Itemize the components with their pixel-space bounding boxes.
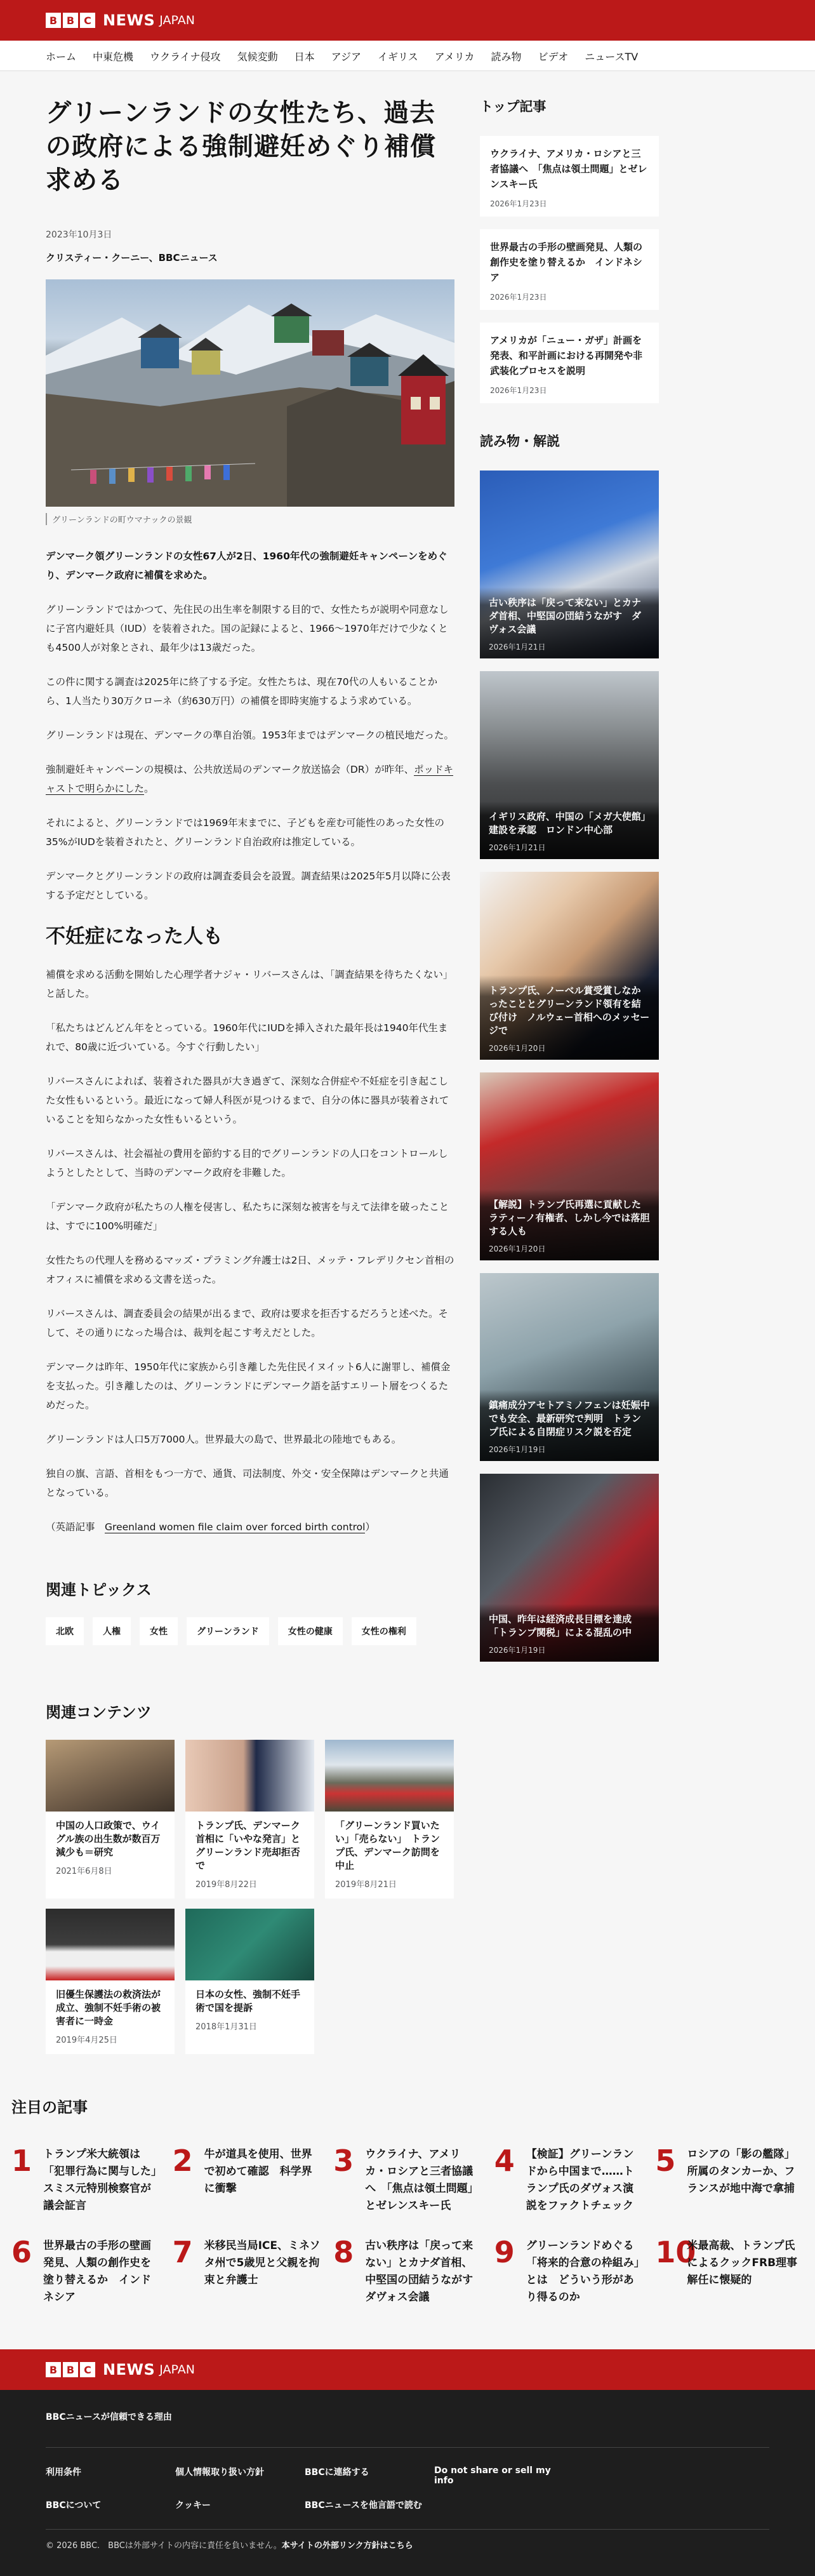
logo-block: B <box>63 2362 78 2377</box>
article-paragraph: デンマークは昨年、1950年代に家族から引き離した先住民イヌイット6人に謝罪し、補償金を支払った。引き離したのは、グリーンランドにデンマーク語を話すエリート層をつくるためだった。 <box>46 1361 451 1411</box>
most-read-item[interactable] <box>333 2235 484 2306</box>
feature-date: 2026年1月21日 <box>489 843 546 852</box>
related-content <box>46 1700 454 2054</box>
feature-title: トランプ氏、ノーベル賞受賞しなかったこととグリーンランド領有を結び付け ノルウェー首相へのメッセージで <box>489 985 650 1036</box>
feature-date: 2026年1月20日 <box>489 1044 546 1053</box>
feature-date: 2026年1月19日 <box>489 1445 546 1454</box>
article-paragraph <box>46 760 454 798</box>
most-read-heading: 注目の記事 <box>11 2099 88 2116</box>
logo-block: C <box>80 2362 95 2377</box>
english-article-link[interactable]: Greenland women file claim over forced birth control <box>105 1521 366 1533</box>
article-paragraph: 独自の旗、言語、首相をもつ一方で、通貨、司法制度、外交・安全保障はデンマークと共通となっている。 <box>46 1468 449 1498</box>
logo-block: B <box>46 13 61 28</box>
rank-number: 9 <box>494 2235 515 2269</box>
related-date: 2019年8月22日 <box>195 1880 257 1890</box>
footer-links-area <box>0 2390 815 2576</box>
topics-heading: 関連トピックス <box>46 1581 152 1599</box>
feature-title: 中国、昨年は経済成長目標を達成 「トランプ関税」による混乱の中 <box>489 1613 642 1638</box>
feature-title: 【解説】トランプ氏再選に貢献したラティーノ有権者、しかし今では落胆する人も <box>489 1199 650 1237</box>
related-title: 中国の人口政策で、ウイグル族の出生数が数百万減少も＝研究 <box>56 1820 161 1858</box>
related-image <box>185 1909 314 1980</box>
topic-tag[interactable]: グリーンランド <box>187 1617 269 1645</box>
logo-block: B <box>63 13 78 28</box>
related-title: 旧優生保護法の救済法が成立、強制不妊手術の被害者に一時金 <box>56 1989 161 2027</box>
footer-link[interactable]: 利用条件 <box>46 2467 81 2478</box>
rank-number: 5 <box>655 2144 676 2178</box>
footer-link[interactable]: 個人情報取り扱い方針 <box>175 2467 264 2478</box>
english-source <box>46 1518 454 1537</box>
nav-item[interactable]: アメリカ <box>434 50 475 63</box>
brand-sub[interactable]: JAPAN <box>159 13 195 27</box>
podcast-link[interactable]: ポッドキャストで明らかにした <box>46 764 454 794</box>
most-read-title: ロシアの「影の艦隊」所属のタンカーか、フランスが地中海で拿捕 <box>687 2148 795 2195</box>
most-read-title: 古い秩序は「戻って来ない」とカナダ首相、中堅国の団結うながす ダヴォス会議 <box>365 2239 484 2304</box>
most-read-item[interactable] <box>333 2146 482 2215</box>
related-card[interactable] <box>325 1740 454 1899</box>
image-caption: グリーンランドの町ウマナックの景観 <box>46 513 454 525</box>
most-read-item[interactable] <box>655 2146 804 2215</box>
related-title: 「グリーンランド買いたい」「売らない」 トランプ氏、デンマーク訪問を中止 <box>335 1820 441 1871</box>
footer-brand-bar <box>0 2349 815 2390</box>
article-paragraph: 「デンマーク政府が私たちの人権を侵害し、私たちに深刻な被害を与えて法律を破ったことは、すでに100%明確だ」 <box>46 1201 449 1232</box>
related-date: 2018年1月31日 <box>195 2022 257 2032</box>
related-image <box>46 1909 175 1980</box>
top-story-card[interactable] <box>480 229 659 310</box>
article-paragraph: グリーンランドは人口5万7000人。世界最大の島で、世界最北の陸地でもある。 <box>46 1434 402 1445</box>
logo-block: C <box>80 13 95 28</box>
brand-bar <box>0 0 815 41</box>
nav-item[interactable]: ホーム <box>46 50 77 63</box>
feature-card[interactable] <box>480 470 659 658</box>
feature-title: 鎮痛成分アセトアミノフェンは妊娠中でも安全、最新研究で判明 トランプ氏による自閉症リスク説を否定 <box>489 1399 650 1438</box>
nav-item[interactable]: 日本 <box>294 50 315 63</box>
article-paragraph: リバースさんは、調査委員会の結果が出るまで、政府は要求を拒否するだろうと述べた。そして、その通りになった場合は、裁判を起こす考えだとした。 <box>46 1308 448 1338</box>
source-suffix: ） <box>365 1521 375 1533</box>
footer-link[interactable]: Do not share or sell my info <box>434 2466 551 2486</box>
feature-card[interactable] <box>480 1474 659 1662</box>
most-read-item[interactable] <box>172 2235 321 2306</box>
article-title: グリーンランドの女性たち、過去の政府による強制避妊めぐり補償求める <box>46 98 436 195</box>
top-story-date: 2026年1月23日 <box>490 293 547 302</box>
top-story-card[interactable] <box>480 323 659 403</box>
topic-tag[interactable]: 女性の権利 <box>352 1617 416 1645</box>
most-read-title: トランプ米大統領は「犯罪行為に関与した」 スミス元特別検察官が議会証言 <box>43 2148 168 2212</box>
rank-number: 6 <box>11 2235 32 2269</box>
feature-overlay <box>480 801 659 859</box>
article-subheading: 不妊症になった人も <box>46 925 223 948</box>
related-image <box>185 1740 314 1812</box>
rank-number: 4 <box>494 2144 515 2178</box>
top-story-title: ウクライナ、アメリカ・ロシアと三者協議へ 「焦点は領土問題」とゼレンスキー氏 <box>490 148 647 190</box>
rank-number: 8 <box>333 2235 354 2269</box>
most-read-item[interactable] <box>494 2235 643 2306</box>
article-paragraph: グリーンランドは現在、デンマークの準自治領。1953年まではデンマークの植民地だった。 <box>46 730 454 741</box>
copyright-text: © 2026 BBC. BBCは外部サイトの内容に責任を負いません。 <box>46 2541 282 2551</box>
most-read-title: 米最高裁、トランプ氏によるクックFRB理事解任に懐疑的 <box>687 2239 798 2286</box>
brand-sub[interactable]: JAPAN <box>159 2363 195 2377</box>
topic-tag[interactable]: 女性の健康 <box>278 1617 343 1645</box>
source-prefix: （英語記事 <box>46 1521 95 1533</box>
article-byline: クリスティー・クーニー、BBCニュース <box>46 252 218 264</box>
most-read-item[interactable] <box>494 2146 643 2215</box>
most-read-title: 牛が道具を使用、世界で初めて確認 科学界に衝撃 <box>204 2148 312 2195</box>
footer-link[interactable]: BBCに連絡する <box>305 2467 369 2478</box>
rank-number: 1 <box>11 2144 32 2178</box>
nav-item[interactable]: ニュースTV <box>585 50 639 63</box>
most-read-title: 米移民当局ICE、ミネソタ州で5歳児と父親を拘束と弁護士 <box>204 2239 321 2286</box>
article-paragraph: この件に関する調査は2025年に終了する予定。女性たちは、現在70代の人もいることから、1人当たり30万クローネ（約630万円）の補償を即時実施するよう求めている。 <box>46 676 438 707</box>
hero-image <box>46 279 454 507</box>
most-read-title: 世界最古の手形の壁画発見、人類の創作史を塗り替えるか インドネシア <box>43 2239 151 2304</box>
feature-title: 古い秩序は「戻って来ない」とカナダ首相、中堅国の団結うながす ダヴォス会議 <box>489 597 642 635</box>
site-header <box>0 0 815 71</box>
topic-tag[interactable]: 人権 <box>93 1617 131 1645</box>
feature-overlay <box>480 587 659 658</box>
related-topics <box>46 1577 454 1645</box>
rank-number: 10 <box>655 2235 696 2269</box>
nav-item[interactable]: 気候変動 <box>237 50 278 63</box>
top-story-card[interactable] <box>480 136 659 217</box>
brand-name[interactable]: NEWS <box>103 11 156 29</box>
footer-link[interactable]: クッキー <box>175 2500 211 2511</box>
related-date: 2019年8月21日 <box>335 1880 397 1890</box>
article <box>46 97 454 2054</box>
feature-overlay <box>480 1189 659 1260</box>
trust-link[interactable]: BBCニュースが信頼できる理由 <box>46 2401 769 2448</box>
feature-card[interactable] <box>480 872 659 1060</box>
page-body <box>46 71 769 2054</box>
related-card[interactable] <box>46 1909 175 2054</box>
article-paragraph: 補償を求める活動を開始した心理学者ナジャ・リバースさんは、「調査結果を待ちたくない」と話した。 <box>46 969 453 999</box>
related-image <box>325 1740 454 1812</box>
article-paragraph: それによると、グリーンランドでは1969年末までに、子どもを産む可能性のあった女性の35%がIUDを装着されたと、グリーンランド自治政府は推定している。 <box>46 817 444 848</box>
nav-item[interactable]: 中東危機 <box>93 50 134 63</box>
external-link-policy[interactable]: 本サイトの外部リンク方針はこちら <box>281 2541 413 2551</box>
article-paragraph: リバースさんによれば、装着された器具が大き過ぎて、深刻な合併症や不妊症を引き起こした女性もいるという。最近になって婦人科医が見つけるまで、自分の体に器具が装着されていることを知らなかった女性もいるという。 <box>46 1076 449 1125</box>
site-footer <box>0 2349 815 2576</box>
related-title: トランプ氏、デンマーク首相に「いやな発言」と グリーンランド売却拒否で <box>195 1820 310 1871</box>
nav-item[interactable]: アジア <box>331 50 361 63</box>
sidebar <box>480 97 659 2054</box>
features-heading: 読み物・解説 <box>480 434 560 449</box>
related-card[interactable] <box>185 1740 314 1899</box>
rank-number: 7 <box>172 2235 193 2269</box>
paragraph-text: 強制避妊キャンペーンの規模は、公共放送局のデンマーク放送協会（DR）が昨年、 <box>46 764 414 775</box>
feature-date: 2026年1月20日 <box>489 1245 546 1253</box>
copyright <box>46 2529 769 2565</box>
article-lead: デンマーク領グリーンランドの女性67人が2日、1960年代の強制避妊キャンペーンをめぐり、デンマーク政府に補償を求めた。 <box>46 551 447 581</box>
most-read <box>0 2054 815 2326</box>
bbc-logo[interactable] <box>46 2362 95 2377</box>
article-paragraph: デンマークとグリーンランドの政府は調査委員会を設置。調査結果は2025年5月以降に公表する予定だとしている。 <box>46 871 451 901</box>
related-card[interactable] <box>46 1740 175 1899</box>
feature-title: イギリス政府、中国の「メガ大使館」建設を承認 ロンドン中心部 <box>489 811 646 836</box>
paragraph-text: 。 <box>144 783 154 794</box>
article-paragraph: リバースさんは、社会福祉の費用を節約する目的でグリーンランドの人口をコントロールしようとしたとして、当時のデンマーク政府を非難した。 <box>46 1148 448 1178</box>
brand-name[interactable]: NEWS <box>103 2361 156 2379</box>
most-read-title: グリーンランドめぐる「将来的合意の枠組み」とは どういう形があり得るのか <box>526 2239 640 2304</box>
article-paragraph: 「私たちはどんどん年をとっている。1960年代にIUDを挿入された最年長は1940年代生まれで、80歳に近づいている。今すぐ行動したい」 <box>46 1022 448 1053</box>
related-heading: 関連コンテンツ <box>46 1704 152 1721</box>
feature-date: 2026年1月19日 <box>489 1646 546 1655</box>
nav-item[interactable]: イギリス <box>377 50 418 63</box>
logo-block: B <box>46 2362 61 2377</box>
most-read-item[interactable] <box>11 2235 160 2306</box>
most-read-item[interactable] <box>655 2235 804 2306</box>
most-read-title: ウクライナ、アメリカ・ロシアと三者協議へ 「焦点は領土問題」とゼレンスキー氏 <box>365 2148 479 2212</box>
top-stories-heading: トップ記事 <box>480 99 547 114</box>
most-read-item[interactable] <box>173 2146 321 2215</box>
feature-overlay <box>480 975 659 1060</box>
feature-overlay <box>480 1390 659 1461</box>
feature-card[interactable] <box>480 1273 659 1461</box>
nav-item[interactable]: 読み物 <box>491 50 522 63</box>
article-paragraph: グリーンランドではかつて、先住民の出生率を制限する目的で、女性たちが説明や同意なしに子宮内避妊具（IUD）を装着された。国の記録によると、1966～1970年だけで少なくとも4500人が対象とされ、最年少は13歳だった。 <box>46 604 449 653</box>
article-date: 2023年10月3日 <box>46 230 112 240</box>
related-title: 日本の女性、強制不妊手術で国を提訴 <box>195 1989 301 2013</box>
feature-card[interactable] <box>480 671 659 859</box>
bbc-logo[interactable] <box>46 13 95 28</box>
rank-number: 2 <box>172 2144 193 2178</box>
article-paragraph: 女性たちの代理人を務めるマッズ・プラミング弁護士は2日、メッテ・フレデリクセン首相のオフィスに補償を求める文書を送った。 <box>46 1255 454 1285</box>
most-read-item[interactable] <box>11 2144 168 2215</box>
rank-number: 3 <box>333 2144 354 2178</box>
top-story-title: アメリカが「ニュー・ガザ」計画を発表、和平計画における再開発や非武装化プロセスを説明 <box>490 335 643 377</box>
feature-date: 2026年1月21日 <box>489 643 546 651</box>
related-date: 2019年4月25日 <box>56 2036 117 2045</box>
most-read-title: 【検証】グリーンランドから中国まで……トランプ氏のダヴォス演説をファクトチェック <box>526 2148 634 2212</box>
feature-overlay <box>480 1604 659 1662</box>
topic-tag[interactable]: 女性 <box>140 1617 178 1645</box>
top-story-title: 世界最古の手形の壁画発見、人類の創作史を塗り替えるか インドネシア <box>490 241 643 283</box>
top-story-date: 2026年1月23日 <box>490 199 547 208</box>
footer-link[interactable]: BBCについて <box>46 2500 102 2511</box>
related-card[interactable] <box>185 1909 314 2054</box>
related-date: 2021年6月8日 <box>56 1867 112 1876</box>
nav-item[interactable]: ウクライナ侵攻 <box>150 50 221 63</box>
nav-item[interactable]: ビデオ <box>538 50 569 63</box>
main-nav <box>0 41 815 71</box>
related-image <box>46 1740 175 1812</box>
topic-tag[interactable]: 北欧 <box>46 1617 84 1645</box>
feature-card[interactable] <box>480 1072 659 1260</box>
top-story-date: 2026年1月23日 <box>490 386 547 395</box>
footer-link[interactable]: BBCニュースを他言語で読む <box>305 2500 422 2511</box>
hero-image-landscape <box>46 279 454 507</box>
